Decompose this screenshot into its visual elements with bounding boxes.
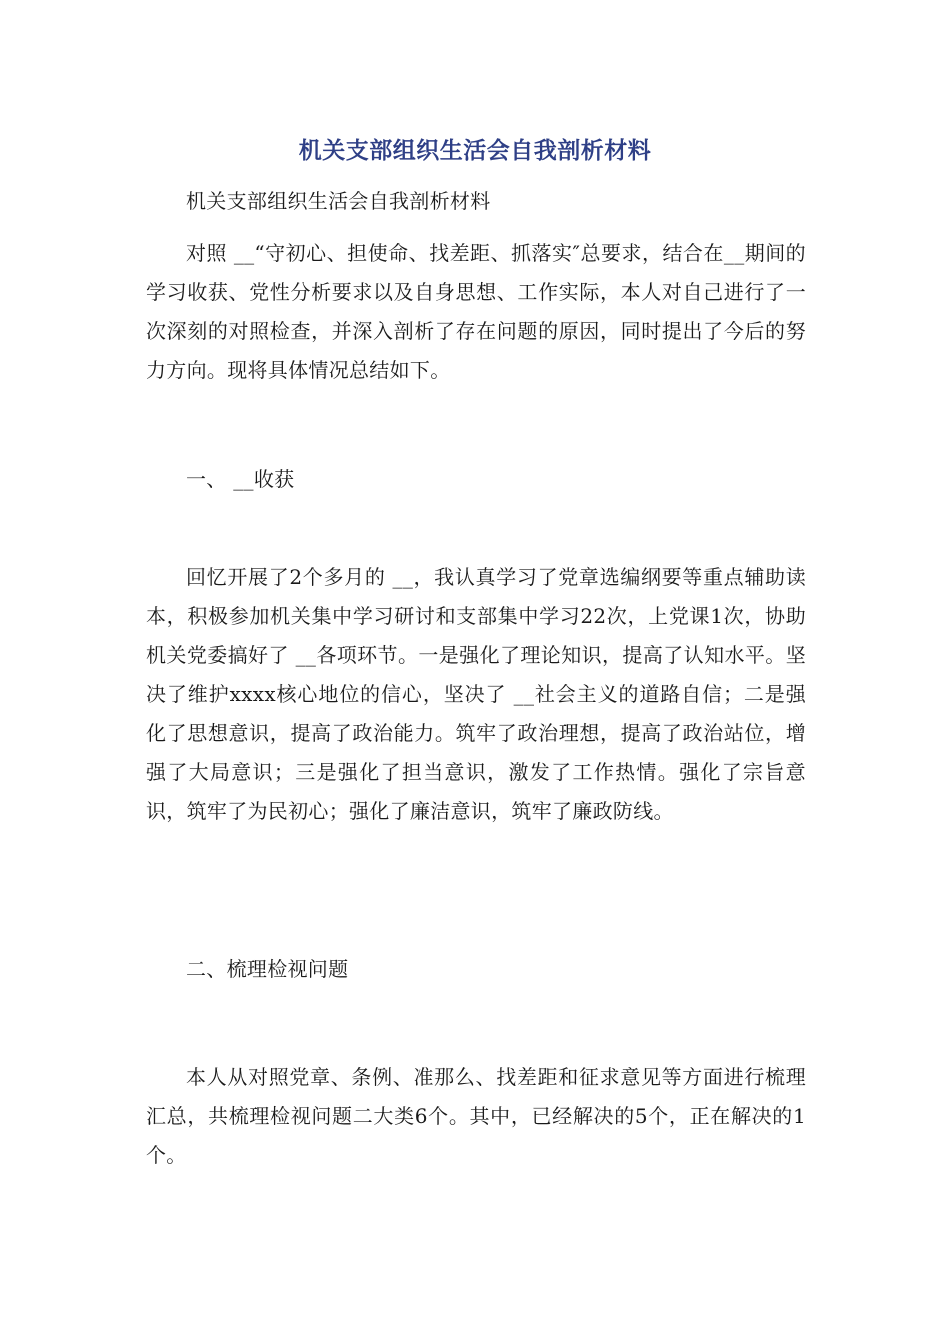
document-subtitle: 机关支部组织生活会自我剖析材料 <box>186 189 491 213</box>
section-2-heading: 二、梳理检视问题 <box>186 957 349 981</box>
section-2-body: 本人从对照党章、条例、准那么、找差距和征求意见等方面进行梳理汇总，共梳理检视问题二大类6个。其中，已经解决的5个，正在解决的1个。 <box>146 1065 806 1167</box>
section-1-body: 回忆开展了2个多月的 __，我认真学习了党章选编纲要等重点辅助读本，积极参加机关集中学习研讨和支部集中学习22次，上党课1次，协助机关党委搞好了 __各项环节。一是强化了理论知识，提高了认知水平。坚决了维护xxxx核心地位的信心，坚决了 __社会主义的道路自信；二是强化了思想意识，提高了政治能力。筑牢了政治理想，提高了政治站位，增强了大局意识；三是强化了担当意识，激发了工作热情。强化了宗旨意识，筑牢了为民初心；强化了廉洁意识，筑牢了廉政防线。 <box>146 565 806 823</box>
section-1-heading: 一、 __收获 <box>186 467 295 491</box>
document-title: 机关支部组织生活会自我剖析材料 <box>298 138 652 164</box>
intro-paragraph: 对照 __“守初心、担使命、找差距、抓落实″总要求，结合在__期间的学习收获、党性分析要求以及自身思想、工作实际，本人对自己进行了一次深刻的对照检查，并深入剖析了存在问题的原因，同时提出了今后的努力方向。现将具体情况总结如下。 <box>146 241 806 382</box>
